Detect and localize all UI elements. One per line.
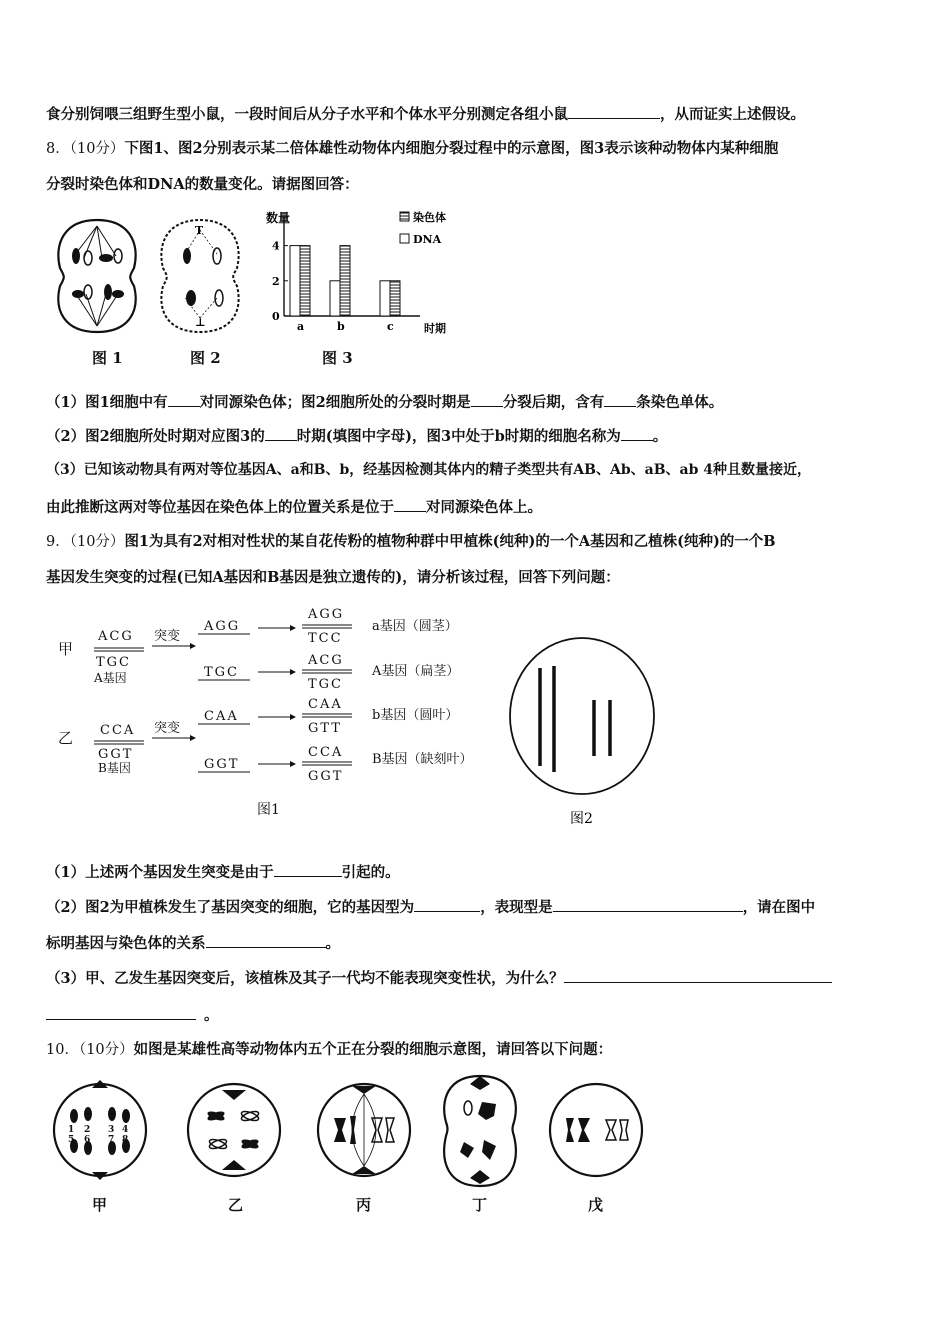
cell-label-bing: 丙 [356, 1196, 372, 1214]
label-jia: 甲 [58, 640, 74, 658]
chromosome-number: 1 [68, 1125, 75, 1135]
q9-sub2-text-a: （2）图2为甲植株发生了基因突变的细胞，它的基因型为 [46, 899, 415, 916]
bar-b-chromosome [330, 281, 340, 316]
row2-top-strand: ACG [308, 653, 344, 668]
jia-bottom-strand: TGC [96, 655, 132, 670]
cell-yi [188, 1084, 280, 1176]
cell-label-ding: 丁 [472, 1196, 488, 1214]
q8-figure-2-cell [155, 214, 245, 338]
chromosome-number: 4 [122, 1125, 129, 1135]
bar-b-dna [340, 246, 350, 316]
q9-stem-1: 图1为具有2对相对性状的某自花传粉的植物种群中甲植株(纯种)的一个A基因和乙植株(纯种)的一个B [124, 533, 776, 550]
legend-dna-swatch [400, 234, 409, 243]
legend-chrom-swatch [400, 212, 409, 221]
bar-c-chromosome [380, 281, 390, 316]
row1-top-strand: AGG [308, 607, 345, 622]
cell-ding [444, 1076, 516, 1186]
jia-top-strand: ACG [98, 629, 134, 644]
q8-fig3-caption: 图 3 [322, 349, 353, 367]
q8-fig1-caption: 图 1 [92, 349, 123, 367]
q9-sub1-text-b: 引起的。 [341, 864, 400, 881]
chromosome-number: 2 [84, 1125, 91, 1135]
bar-c-dna [390, 281, 400, 316]
q9-sub3-text-a: （3）甲、乙发生基因突变后，该植株及其子一代均不能表现突变性状，为什么？ [46, 970, 564, 987]
row4-bottom-strand: GGT [308, 769, 344, 784]
svg-text:⊥: ⊥ [195, 316, 206, 329]
q9-sub3-text-b: 。 [204, 1007, 219, 1024]
q9-sub2-text-b: ，表现型是 [480, 899, 553, 916]
question-score: （10分） [69, 534, 125, 550]
q8-sub2-text-b: 时期(填图中字母)，图3中处于b时期的细胞名称为 [296, 428, 621, 445]
cell-wu [550, 1084, 642, 1176]
cell-jia [54, 1080, 146, 1180]
q8-sub1-text-c: 分裂后期，含有 [502, 394, 605, 411]
yi-gene-label: B基因 [98, 761, 131, 775]
answer-blank[interactable] [564, 968, 832, 983]
q8-sub1-text-d: 条染色单体。 [636, 394, 724, 411]
legend-dna-label: DNA [413, 233, 442, 246]
q7-tail-line [46, 104, 916, 125]
q8-sub3-line1: （3）已知该动物具有两对等位基因A、a和B、b，经基因检测其体内的精子类型共有AB、Ab、aB、ab 4种且数量接近， [46, 462, 812, 478]
q10-line1 [46, 1040, 916, 1060]
q9-sub3-line1 [46, 968, 916, 989]
q8-figure-1-cell [52, 214, 142, 338]
bar-a-chromosome [290, 246, 300, 316]
q8-sub1-text-a: （1）图1细胞中有 [46, 394, 168, 411]
x-tick-label: b [337, 320, 345, 333]
row1-gene-label: a基因（圆茎） [372, 619, 458, 634]
row2-bottom-strand: TGC [308, 677, 344, 692]
y-tick-label: 0 [272, 310, 280, 323]
q9-sub1 [46, 862, 916, 883]
q7-tail-text: 食分别饲喂三组野生型小鼠，一段时间后从分子水平和个体水平分别测定各组小鼠 [46, 106, 568, 123]
q8-sub3-line2 [46, 497, 916, 518]
q9-fig2-caption: 图2 [570, 811, 593, 827]
q9-sub2-line2 [46, 933, 916, 954]
question-score: （10分） [69, 141, 125, 157]
q9-sub1-text-a: （1）上述两个基因发生突变是由于 [46, 864, 274, 881]
chromosome-number: 8 [122, 1135, 129, 1145]
chromosome-number: 3 [108, 1125, 115, 1135]
chart-xlabel: 时期 [424, 322, 446, 335]
answer-blank[interactable] [568, 104, 660, 119]
row4-gene-label: B基因（缺刻叶） [372, 752, 473, 767]
q7-tail-text-end: ，从而证实上述假设。 [660, 106, 805, 123]
question-number: 9． [46, 534, 70, 550]
q8-sub3-text-a: 由此推断这两对等位基因在染色体上的位置关系是位于 [46, 499, 394, 516]
question-number: 8． [46, 141, 70, 157]
q9-figure-1-mutation [52, 600, 502, 825]
answer-blank[interactable] [621, 426, 653, 441]
q8-line2: 分裂时染色体和DNA的数量变化。请据图回答： [46, 176, 359, 193]
chromosome-number: 7 [108, 1135, 115, 1145]
q9-figure-2-cell [508, 628, 658, 833]
question-score: （10分） [78, 1042, 134, 1058]
y-tick-label: 2 [272, 274, 280, 288]
q9-line2: 基因发生突变的过程(已知A基因和B基因是独立遗传的)，请分析该过程，回答下列问题： [46, 569, 620, 586]
row3-bottom-strand: GTT [308, 721, 342, 736]
answer-blank[interactable] [46, 1005, 196, 1020]
q10-stem: 如图是某雄性高等动物体内五个正在分裂的细胞示意图，请回答以下问题： [133, 1041, 613, 1058]
q9-sub2-line1 [46, 897, 916, 918]
row3-mutated-strand: CAA [204, 709, 239, 724]
y-tick-label: 4 [272, 239, 280, 253]
q9-sub2-text-e: 。 [325, 935, 340, 952]
row2-gene-label: A基因（扁茎） [372, 664, 460, 679]
x-tick-label: a [297, 320, 305, 333]
answer-blank[interactable] [394, 497, 426, 512]
q8-sub2 [46, 426, 916, 447]
jia-mutation-label: 突变 [154, 629, 181, 644]
cell-label-jia: 甲 [92, 1196, 108, 1214]
q10-cells-figure [50, 1070, 670, 1220]
answer-blank[interactable] [471, 392, 503, 407]
row2-mutated-strand: TGC [204, 665, 240, 680]
yi-top-strand: CCA [100, 723, 136, 738]
q8-stem-1: 下图1、图2分别表示某二倍体雄性动物体内细胞分裂过程中的示意图，图3表示该种动物体内某种细胞 [124, 140, 779, 157]
row4-top-strand: CCA [308, 745, 344, 760]
answer-blank[interactable] [274, 862, 342, 877]
bar-a-dna [300, 246, 310, 316]
q9-line1 [46, 532, 916, 552]
cell-label-wu: 戊 [588, 1196, 604, 1214]
row1-bottom-strand: TCC [308, 631, 343, 646]
answer-blank[interactable] [168, 392, 200, 407]
row4-mutated-strand: GGT [204, 757, 240, 772]
legend-chrom-label: 染色体 [413, 211, 446, 224]
answer-blank[interactable] [604, 392, 636, 407]
answer-blank[interactable] [553, 897, 743, 912]
q9-fig1-caption: 图1 [257, 802, 280, 818]
x-tick-label: c [387, 320, 394, 333]
q9-sub2-text-d: 标明基因与染色体的关系 [46, 935, 206, 952]
row3-top-strand: CAA [308, 697, 343, 712]
q8-line1 [46, 139, 916, 159]
q8-fig2-caption: 图 2 [190, 349, 221, 367]
q8-sub2-text-c: 。 [652, 428, 668, 445]
answer-blank[interactable] [206, 933, 326, 948]
q9-sub3-line2 [46, 1005, 916, 1026]
q8-figure-3-chart [262, 206, 462, 338]
answer-blank[interactable] [265, 426, 297, 441]
answer-blank[interactable] [414, 897, 480, 912]
row3-gene-label: b基因（圆叶） [372, 708, 459, 723]
yi-bottom-strand: GGT [98, 747, 134, 762]
label-yi: 乙 [58, 729, 74, 747]
chromosome-number: 6 [84, 1135, 91, 1145]
q8-sub2-text-a: （2）图2细胞所处时期对应图3的 [46, 428, 265, 445]
svg-text:T: T [195, 224, 204, 237]
yi-mutation-label: 突变 [154, 721, 181, 736]
chart-ylabel: 数量 [266, 211, 291, 225]
jia-gene-label: A基因 [94, 671, 127, 685]
q8-sub1-text-b: 对同源染色体；图2细胞所处的分裂时期是 [199, 394, 471, 411]
q8-sub1 [46, 392, 916, 413]
cell-bing [318, 1084, 410, 1176]
chromosome-number: 5 [68, 1135, 75, 1145]
q8-sub3-text-b: 对同源染色体上。 [426, 499, 542, 516]
q9-sub2-text-c: ，请在图中 [742, 899, 816, 916]
row1-mutated-strand: AGG [204, 619, 241, 634]
cell-label-yi: 乙 [228, 1196, 244, 1214]
question-number: 10． [46, 1042, 79, 1058]
